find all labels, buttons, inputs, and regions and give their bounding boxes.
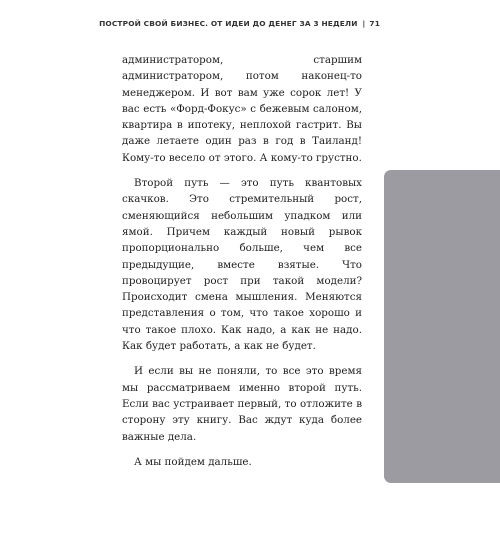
paragraph: Второй путь — это путь квантовых скачков. Это стремительный рост, сменяющийся небольшим упадком или ямой. Причем каждый новый рывок пропорционально больше, чем все предыдущие, вместе взятые. Что провоцирует рост при такой модели? Происходит смена мышления. Меняются представления о том, что такое хорошо и что такое плохо. Как надо, а как не надо. Как будет работать, а как не будет. [122,177,362,353]
paragraph: И если вы не поняли, то все это время мы рассматриваем именно второй путь. Если вас устраивает первый, то отложите в сторону эту книгу. Вас ждут куда более важные дела. [122,365,362,443]
header-separator: | [362,19,366,28]
paragraph: А мы пойдем дальше. [134,455,252,468]
chapter-side-tab [384,170,500,483]
book-title: ПОСТРОЙ СВОЙ БИЗНЕС. ОТ ИДЕИ ДО ДЕНЕГ ЗА 3 НЕДЕЛИ [99,19,358,28]
running-header [0,19,380,28]
chapter-tab-label: ЧТО ЖДЕТ ВАС НА ПУТИ К ДЕНЬГАМ [86,354,95,534]
page-number: 71 [369,19,380,28]
text-body [122,52,362,479]
paragraph: администратором, старшим администратором, потом наконец-то менеджером. И вот вам уже сорок лет! У вас есть «Форд-Фокус» с бежевым салоном, квартира в ипотеку, неплохой гастрит. Вы даже летаете один раз в год в Таиланд! Кому-то весело от этого. А кому-то грустно. [122,54,362,164]
